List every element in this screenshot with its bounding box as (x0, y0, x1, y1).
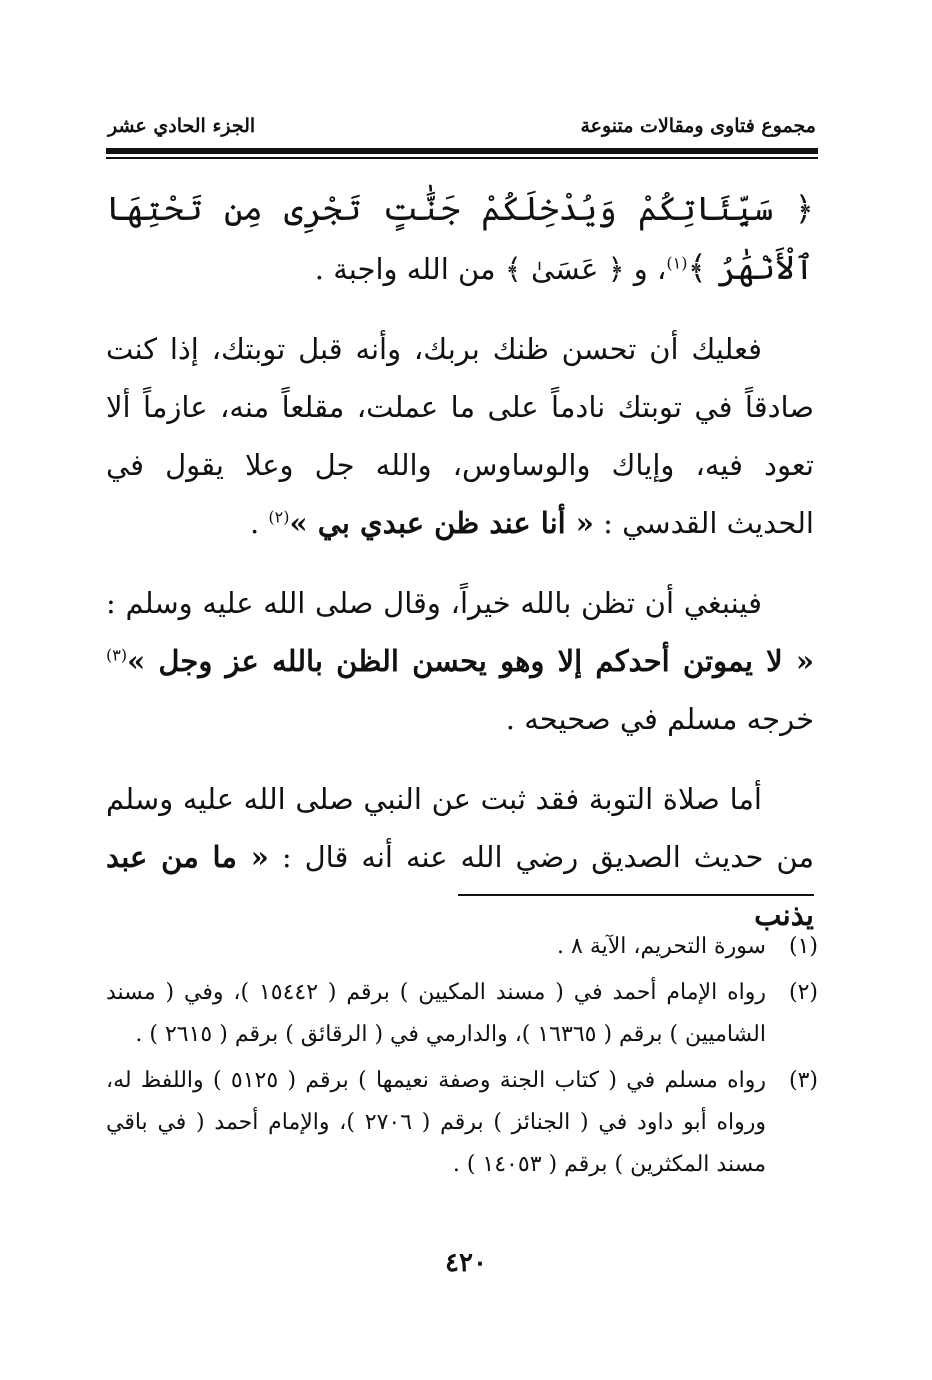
page-number: ٤٢٠ (445, 1248, 487, 1278)
paragraph-3-text: فينبغي أن تظن بالله خيراً، وقال صلى الله عليه وسلم : (106, 586, 762, 620)
paragraph-2-text: فعليك أن تحسن ظنك بربك، وأنه قبل توبتك، إذا كنت صادقاً في توبتك نادماً على ما عملت، مقلعاً منه، عازماً ألا تعود فيه، وإياك والوساوس، والله جل وعلا يقول في الحديث القدسي : (106, 332, 814, 540)
hadith-quote-1: « أنا عند ظن عبدي بي » (289, 506, 594, 540)
paragraph-4-text: أما صلاة التوبة فقد ثبت عن النبي صلى الله عليه وسلم من حديث الصديق رضي الله عنه أنه قال : (106, 782, 815, 874)
footnote-item (106, 926, 818, 968)
hadith-quote-3: « ما من عبد يذنب (106, 840, 814, 932)
footnote-ref-1[interactable]: (١) (666, 253, 688, 273)
footnote-ref-3[interactable]: (٣) (106, 645, 128, 665)
footnote-number: (٣) (788, 1068, 818, 1093)
paragraph-3 (106, 574, 814, 748)
footnote-ref-2[interactable]: (٢) (268, 507, 290, 527)
footnote-item (106, 972, 818, 1056)
running-header (108, 108, 816, 144)
footnote-separator (458, 894, 814, 896)
footnote-text: رواه مسلم في ( كتاب الجنة وصفة نعيمها ) برقم ( ٥١٢٥ ) واللفظ له، ورواه أبو داود في ( الجنائز ) برقم ( ٢٧٠٦ )، والإمام أحمد ( في باقي مسند المكثرين ) برقم ( ١٤٠٥٣ ) . (106, 1068, 767, 1177)
paragraph-3-end: خرجه مسلم في صحيحه . (505, 702, 814, 736)
book-title: مجموع فتاوى ومقالات متنوعة (580, 115, 816, 137)
paragraph-2-end: . (249, 506, 269, 540)
paragraph-2 (106, 320, 814, 552)
main-text (106, 180, 814, 966)
paragraph-1 (106, 180, 814, 298)
footnotes (106, 926, 818, 1190)
paragraph-4 (106, 770, 814, 944)
paragraph-1-rest: ، و ﴿ عَسَىٰ ﴾ من الله واجبة . (314, 252, 667, 286)
hadith-quote-2: « لا يموتن أحدكم إلا وهو يحسن الظن بالله عز وجل » (127, 644, 814, 678)
footnote-text: سورة التحريم، الآية ٨ . (557, 934, 766, 959)
footnote-number: (١) (788, 934, 818, 959)
header-rule-thin (106, 157, 818, 159)
footnote-item (106, 1060, 818, 1186)
quran-verse: ﴿ سَيِّئَاتِكُمْ وَيُدْخِلَكُمْ جَنَّٰتٍ تَجْرِى مِن تَحْتِهَا ٱلْأَنْهَٰرُ ﴾ (106, 189, 814, 287)
header-rule-thick (106, 148, 818, 154)
footnote-text: رواه الإمام أحمد في ( مسند المكيين ) برقم ( ١٥٤٤٢ )، وفي ( مسند الشاميين ) برقم ( ١٦٣٦٥ )، والدارمي في ( الرقائق ) برقم ( ٢٦١٥ ) . (106, 980, 766, 1047)
footnote-number: (٢) (788, 980, 818, 1005)
volume-label: الجزء الحادي عشر (108, 115, 256, 137)
